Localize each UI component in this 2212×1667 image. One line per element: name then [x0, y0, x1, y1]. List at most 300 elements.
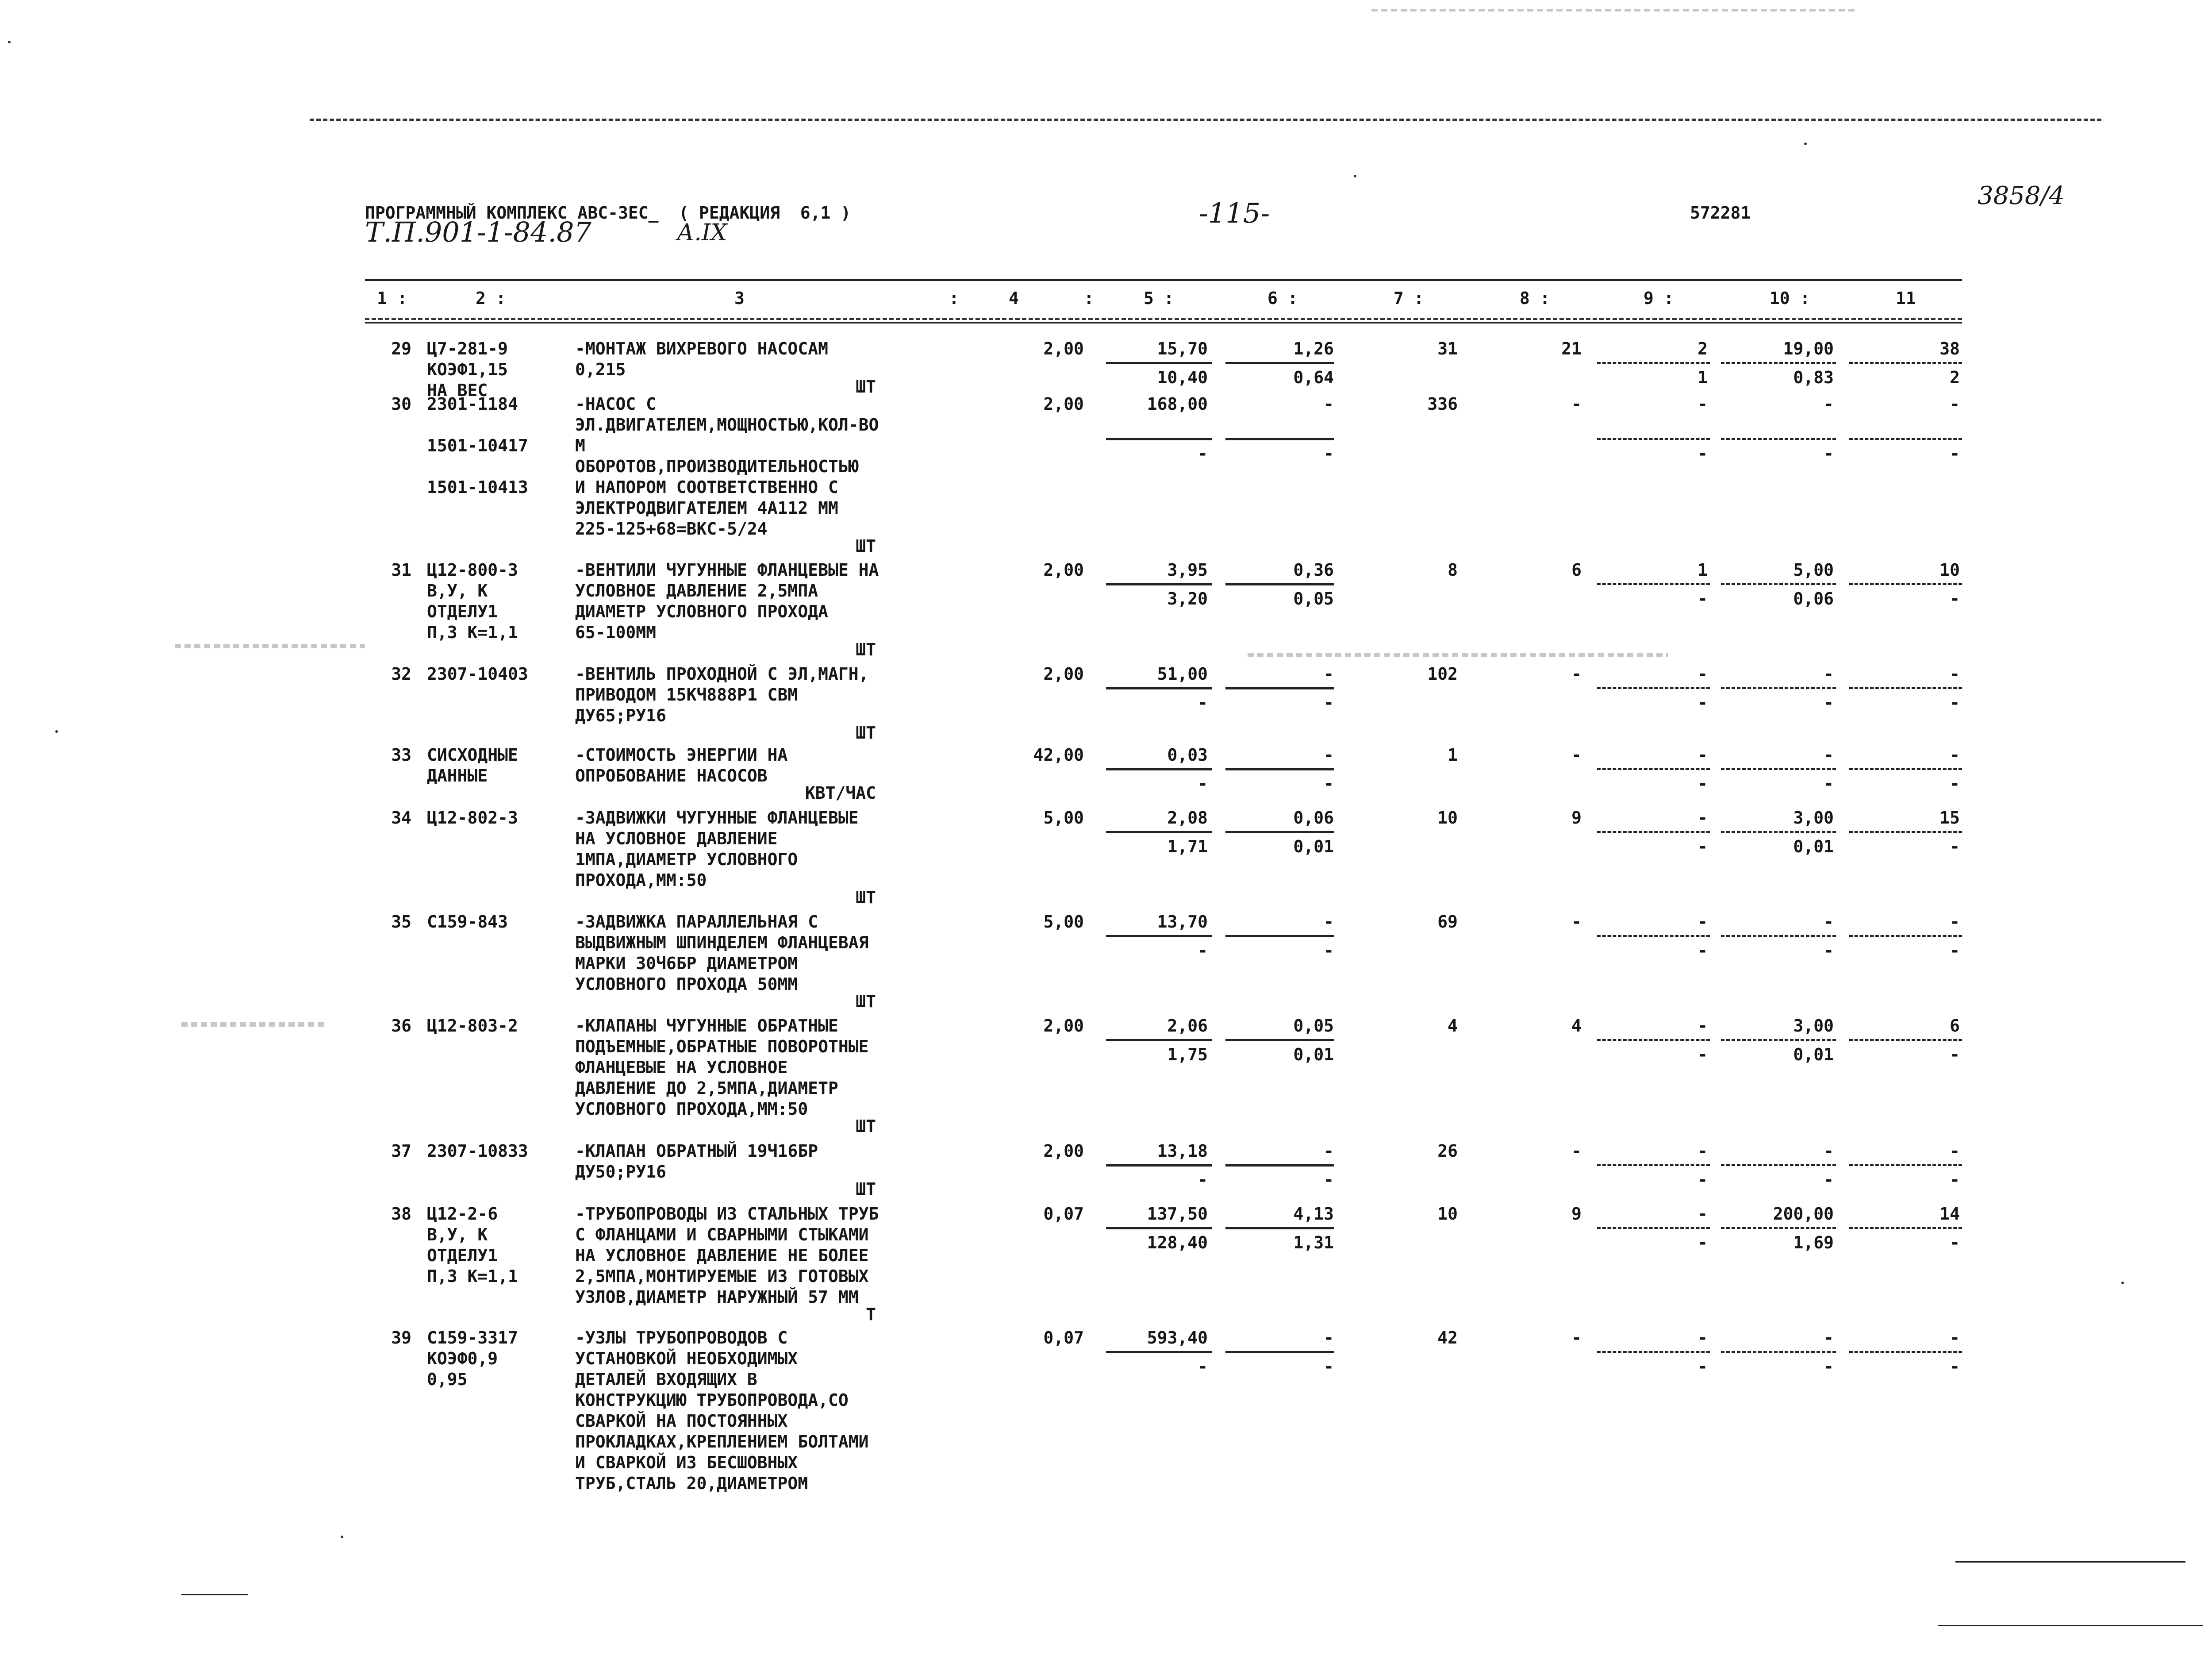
col5-value: 15,70 [1157, 339, 1208, 358]
col7-value: 4 [1448, 1016, 1458, 1036]
value-underline [1721, 583, 1836, 585]
work-description: МАРКИ 30Ч6БР ДИАМЕТРОМ [575, 954, 798, 973]
unit-of-measure: ШТ [856, 377, 876, 397]
value-underline [1597, 438, 1710, 440]
col9-value: - [1697, 1016, 1708, 1036]
value-underline [1721, 1351, 1836, 1353]
col9-subvalue: - [1697, 444, 1708, 463]
col6-subvalue: - [1324, 444, 1334, 463]
work-description: -ЗАДВИЖКА ПАРАЛЛЕЛЬНАЯ С [575, 912, 818, 932]
work-description: ОБОРОТОВ,ПРОИЗВОДИТЕЛЬНОСТЬЮ [575, 457, 859, 476]
project-designation: Т.П.901-1-84.87 [365, 216, 592, 248]
col9-value: - [1697, 664, 1708, 684]
quantity-value: 2,00 [1043, 1016, 1084, 1036]
col6-value: - [1324, 394, 1334, 414]
work-description: УСЛОВНОГО ПРОХОДА,ММ:50 [575, 1099, 808, 1119]
work-description: ТРУБ,СТАЛЬ 20,ДИАМЕТРОМ [575, 1474, 808, 1493]
col8-value: - [1571, 394, 1582, 414]
row-number: 30 [391, 394, 411, 414]
value-underline [1106, 831, 1212, 833]
work-description: 225-125+68=ВКС-5/24 [575, 519, 768, 539]
col5-value: 2,06 [1167, 1016, 1208, 1036]
work-description: КОНСТРУКЦИЮ ТРУБОПРОВОДА,СО [575, 1390, 849, 1410]
col5-value: 593,40 [1147, 1328, 1208, 1347]
work-description: УСЛОВНОГО ПРОХОДА 50ММ [575, 974, 798, 994]
col8-value: - [1571, 912, 1582, 932]
col5-value: 2,08 [1167, 808, 1208, 828]
col11-value: 10 [1939, 560, 1960, 580]
resource-code: 0,95 [427, 1370, 468, 1389]
col5-subvalue: - [1198, 693, 1208, 712]
resource-code: Ц12-2-6 [427, 1204, 498, 1224]
work-description: -ТРУБОПРОВОДЫ ИЗ СТАЛЬНЫХ ТРУБ [575, 1204, 879, 1224]
col8-value: - [1571, 1141, 1582, 1161]
resource-code: П,3 К=1,1 [427, 1267, 518, 1286]
value-underline [1721, 687, 1836, 689]
speck [1354, 175, 1356, 177]
work-description: СВАРКОЙ НА ПОСТОЯННЫХ [575, 1411, 788, 1431]
work-description: -ВЕНТИЛИ ЧУГУННЫЕ ФЛАНЦЕВЫЕ НА [575, 560, 879, 580]
value-underline [1597, 1351, 1710, 1353]
col5-subvalue: - [1198, 444, 1208, 463]
col11-subvalue: - [1950, 837, 1960, 856]
scan-bottom-right-line-2 [1938, 1625, 2203, 1626]
col11-subvalue: - [1950, 1357, 1960, 1376]
col6-value: - [1324, 1141, 1334, 1161]
col10-value: - [1824, 394, 1834, 414]
col6-subvalue: - [1324, 941, 1334, 960]
col10-value: 5,00 [1793, 560, 1834, 580]
work-description: ДАВЛЕНИЕ ДО 2,5МПА,ДИАМЕТР [575, 1078, 838, 1098]
resource-code: Ц12-800-3 [427, 560, 518, 580]
col10-subvalue: 0,83 [1793, 368, 1834, 387]
value-underline [1225, 831, 1334, 833]
col5-value: 3,95 [1167, 560, 1208, 580]
work-description: 1МПА,ДИАМЕТР УСЛОВНОГО [575, 850, 798, 869]
col5-subvalue: - [1198, 941, 1208, 960]
col6-subvalue: 0,05 [1293, 589, 1334, 608]
value-underline [1597, 935, 1710, 937]
col6-subvalue: 0,01 [1293, 837, 1334, 856]
work-description: ПРИВОДОМ 15КЧ888Р1 СВМ [575, 685, 798, 705]
resource-code: КОЭФ0,9 [427, 1349, 498, 1368]
value-underline [1225, 362, 1334, 364]
resource-code: Ц12-802-3 [427, 808, 518, 828]
col6-value: 1,26 [1293, 339, 1334, 358]
work-description: 0,215 [575, 360, 626, 379]
value-underline [1225, 687, 1334, 689]
row-number: 36 [391, 1016, 411, 1036]
col6-subvalue: 0,01 [1293, 1045, 1334, 1064]
col-header-6: 6 : [1267, 289, 1298, 308]
work-description: УЗЛОВ,ДИАМЕТР НАРУЖНЫЙ 57 ММ [575, 1287, 859, 1307]
value-underline [1106, 768, 1212, 770]
col6-subvalue: - [1324, 1357, 1334, 1376]
value-underline [1225, 1039, 1334, 1041]
value-underline [1849, 438, 1962, 440]
col6-value: 0,36 [1293, 560, 1334, 580]
col9-subvalue: - [1697, 1233, 1708, 1252]
unit-of-measure: Т [866, 1305, 876, 1324]
col8-value: 21 [1561, 339, 1582, 358]
resource-code: С159-3317 [427, 1328, 518, 1347]
col11-value: - [1950, 745, 1960, 765]
work-description: -МОНТАЖ ВИХРЕВОГО НАСОСАМ [575, 339, 828, 358]
speck [2121, 1282, 2124, 1284]
col10-subvalue: - [1824, 1357, 1834, 1376]
col8-value: 6 [1571, 560, 1582, 580]
resource-code: ОТДЕЛУ1 [427, 602, 498, 621]
col10-value: 3,00 [1793, 1016, 1834, 1036]
resource-code: НА ВЕС [427, 381, 488, 400]
value-underline [1721, 438, 1836, 440]
row-number: 31 [391, 560, 411, 580]
value-underline [1225, 583, 1334, 585]
work-description: -СТОИМОСТЬ ЭНЕРГИИ НА [575, 745, 788, 765]
work-description: ЭЛ.ДВИГАТЕЛЕМ,МОЩНОСТЬЮ,КОЛ-ВО [575, 415, 879, 435]
col5-subvalue: 3,20 [1167, 589, 1208, 608]
col5-value: 0,03 [1167, 745, 1208, 765]
col6-value: - [1324, 664, 1334, 684]
resource-code: 2307-10403 [427, 664, 528, 684]
col11-value: - [1950, 664, 1960, 684]
col-header-1: 1 : [377, 289, 407, 308]
value-underline [1849, 687, 1962, 689]
value-underline [1849, 362, 1962, 364]
col6-value: - [1324, 1328, 1334, 1347]
quantity-value: 0,07 [1043, 1328, 1084, 1347]
col11-value: - [1950, 394, 1960, 414]
value-underline [1597, 768, 1710, 770]
col-header-10: 10 : [1770, 289, 1810, 308]
col10-subvalue: - [1824, 941, 1834, 960]
resource-code: В,У, К [427, 581, 488, 601]
col9-subvalue: - [1697, 774, 1708, 793]
col8-value: 9 [1571, 808, 1582, 828]
col9-value: - [1697, 1204, 1708, 1224]
col11-value: 14 [1939, 1204, 1960, 1224]
unit-of-measure: ШТ [856, 723, 876, 743]
col5-subvalue: 1,71 [1167, 837, 1208, 856]
resource-code: В,У, К [427, 1225, 488, 1244]
col5-subvalue: - [1198, 1170, 1208, 1190]
value-underline [1849, 831, 1962, 833]
col7-value: 10 [1437, 808, 1458, 828]
col6-subvalue: - [1324, 693, 1334, 712]
col7-value: 26 [1437, 1141, 1458, 1161]
col9-subvalue: - [1697, 693, 1708, 712]
work-description: -ЗАДВИЖКИ ЧУГУННЫЕ ФЛАНЦЕВЫЕ [575, 808, 859, 828]
value-underline [1721, 362, 1836, 364]
resource-code: КОЭФ1,15 [427, 360, 508, 379]
resource-code: 1501-10413 [427, 477, 528, 497]
value-underline [1106, 362, 1212, 364]
value-underline [1849, 1164, 1962, 1166]
quantity-value: 2,00 [1043, 339, 1084, 358]
col6-value: 4,13 [1293, 1204, 1334, 1224]
work-description: -КЛАПАНЫ ЧУГУННЫЕ ОБРАТНЫЕ [575, 1016, 838, 1036]
value-underline [1225, 1351, 1334, 1353]
page-number: -115- [1199, 197, 1270, 229]
col9-subvalue: 1 [1697, 368, 1708, 387]
work-description: М [575, 436, 585, 455]
unit-of-measure: ШТ [856, 888, 876, 907]
work-description: -КЛАПАН ОБРАТНЫЙ 19Ч16БР [575, 1141, 818, 1161]
value-underline [1106, 1227, 1212, 1229]
col10-value: 19,00 [1783, 339, 1834, 358]
quantity-value: 0,07 [1043, 1204, 1084, 1224]
resource-code: 1501-10417 [427, 436, 528, 455]
col10-subvalue: - [1824, 444, 1834, 463]
col6-value: 0,05 [1293, 1016, 1334, 1036]
value-underline [1721, 935, 1836, 937]
unit-of-measure: ШТ [856, 1179, 876, 1199]
value-underline [1597, 1164, 1710, 1166]
work-description: -ВЕНТИЛЬ ПРОХОДНОЙ С ЭЛ,МАГН, [575, 664, 869, 684]
work-description: 65-100ММ [575, 623, 657, 642]
work-description: ПРОКЛАДКАХ,КРЕПЛЕНИЕМ БОЛТАМИ [575, 1432, 869, 1451]
resource-code: 2307-10833 [427, 1141, 528, 1161]
unit-of-measure: ШТ [856, 992, 876, 1011]
value-underline [1225, 1227, 1334, 1229]
col8-value: 4 [1571, 1016, 1582, 1036]
value-underline [1106, 1351, 1212, 1353]
value-underline [1597, 831, 1710, 833]
col5-subvalue: - [1198, 1357, 1208, 1376]
value-underline [1225, 935, 1334, 937]
value-underline [1106, 1039, 1212, 1041]
col9-value: - [1697, 912, 1708, 932]
col10-value: 3,00 [1793, 808, 1834, 828]
col11-subvalue: - [1950, 589, 1960, 608]
value-underline [1849, 1227, 1962, 1229]
col9-value: - [1697, 394, 1708, 414]
col9-value: - [1697, 1141, 1708, 1161]
value-underline [1106, 1164, 1212, 1167]
col7-value: 42 [1437, 1328, 1458, 1347]
resource-code: ДАННЫЕ [427, 766, 488, 785]
col-header-11: 11 [1896, 289, 1916, 308]
work-description: ДУ65;РУ16 [575, 706, 666, 725]
work-description: ЭЛЕКТРОДВИГАТЕЛЕМ 4А112 ММ [575, 498, 838, 518]
col7-value: 102 [1427, 664, 1458, 684]
scan-top-smear [1371, 9, 1858, 12]
work-description: -НАСОС С [575, 394, 657, 414]
col6-subvalue: - [1324, 1170, 1334, 1190]
table-header-rule-2 [365, 322, 1962, 323]
col9-subvalue: - [1697, 1170, 1708, 1190]
program-title: ПРОГРАММНЫЙ КОМПЛЕКС АВС-3ЕС_ ( РЕДАКЦИЯ 6,1 ) [365, 203, 851, 223]
col11-value: - [1950, 912, 1960, 932]
value-underline [1225, 768, 1334, 770]
quantity-value: 5,00 [1043, 808, 1084, 828]
col10-subvalue: - [1824, 774, 1834, 793]
col9-value: 2 [1697, 339, 1708, 358]
speck [55, 730, 58, 733]
row-number: 34 [391, 808, 411, 828]
work-description: И НАПОРОМ СООТВЕТСТВЕННО С [575, 477, 838, 497]
scan-mid-smear [1248, 653, 1668, 657]
work-description: ОПРОБОВАНИЕ НАСОСОВ [575, 766, 768, 785]
col6-value: 0,06 [1293, 808, 1334, 828]
quantity-value: 2,00 [1043, 664, 1084, 684]
col8-value: 9 [1571, 1204, 1582, 1224]
row-number: 33 [391, 745, 411, 765]
col10-subvalue: 0,06 [1793, 589, 1834, 608]
resource-code: 2301-1184 [427, 394, 518, 414]
work-description: -УЗЛЫ ТРУБОПРОВОДОВ С [575, 1328, 788, 1347]
value-underline [1849, 583, 1962, 585]
col7-value: 10 [1437, 1204, 1458, 1224]
col9-value: 1 [1697, 560, 1708, 580]
table-top-rule [365, 279, 1962, 281]
work-description: ДИАМЕТР УСЛОВНОГО ПРОХОДА [575, 602, 828, 621]
scan-bottom-left-line [181, 1594, 248, 1595]
col5-value: 137,50 [1147, 1204, 1208, 1224]
quantity-value: 2,00 [1043, 1141, 1084, 1161]
scan-top-dashed-line [310, 119, 2101, 121]
col-header-9: 9 : [1644, 289, 1674, 308]
value-underline [1597, 687, 1710, 689]
col10-value: - [1824, 1328, 1834, 1347]
col11-value: - [1950, 1141, 1960, 1161]
speck [1804, 142, 1807, 145]
col5-subvalue: - [1198, 774, 1208, 793]
unit-of-measure: КВТ/ЧАС [805, 783, 876, 803]
unit-of-measure: ШТ [856, 1116, 876, 1136]
col7-value: 31 [1437, 339, 1458, 358]
value-underline [1597, 1227, 1710, 1229]
col11-subvalue: - [1950, 693, 1960, 712]
col8-value: - [1571, 664, 1582, 684]
value-underline [1106, 438, 1212, 440]
value-underline [1106, 935, 1212, 937]
col5-value: 13,18 [1157, 1141, 1208, 1161]
work-description: ПРОХОДА,ММ:50 [575, 870, 707, 890]
row-number: 29 [391, 339, 411, 358]
quantity-value: 2,00 [1043, 394, 1084, 414]
col-header-2: 2 : [476, 289, 506, 308]
col-header-7: 7 : [1394, 289, 1424, 308]
col7-value: 1 [1448, 745, 1458, 765]
work-description: 2,5МПА,МОНТИРУЕМЫЕ ИЗ ГОТОВЫХ [575, 1267, 869, 1286]
col10-subvalue: 0,01 [1793, 1045, 1834, 1064]
col5-value: 51,00 [1157, 664, 1208, 684]
col9-subvalue: - [1697, 837, 1708, 856]
value-underline [1106, 583, 1212, 585]
col9-subvalue: - [1697, 1045, 1708, 1064]
value-underline [1849, 1351, 1962, 1353]
col11-subvalue: - [1950, 1233, 1960, 1252]
value-underline [1597, 1039, 1710, 1041]
col11-subvalue: - [1950, 941, 1960, 960]
value-underline [1721, 1164, 1836, 1166]
work-description: УСЛОВНОЕ ДАВЛЕНИЕ 2,5МПА [575, 581, 818, 601]
col11-value: - [1950, 1328, 1960, 1347]
col-header-sep: : [1084, 289, 1094, 308]
speck [341, 1536, 343, 1538]
value-underline [1721, 1039, 1836, 1041]
col-header-5: 5 : [1144, 289, 1174, 308]
table-header-rule [365, 318, 1962, 320]
work-description: И СВАРКОЙ ИЗ БЕСШОВНЫХ [575, 1453, 798, 1472]
col6-subvalue: - [1324, 774, 1334, 793]
unit-of-measure: ШТ [856, 536, 876, 556]
col-header-3: 3 [734, 289, 745, 308]
col11-subvalue: 2 [1950, 368, 1960, 387]
col5-value: 168,00 [1147, 394, 1208, 414]
col11-subvalue: - [1950, 774, 1960, 793]
value-underline [1106, 687, 1212, 689]
col9-value: - [1697, 745, 1708, 765]
row-number: 38 [391, 1204, 411, 1224]
col-header-sep: : [949, 289, 959, 308]
col10-value: - [1824, 1141, 1834, 1161]
col7-value: 69 [1437, 912, 1458, 932]
quantity-value: 5,00 [1043, 912, 1084, 932]
col11-value: 15 [1939, 808, 1960, 828]
row-number: 37 [391, 1141, 411, 1161]
work-description: ПОДЪЕМНЫЕ,ОБРАТНЫЕ ПОВОРОТНЫЕ [575, 1037, 869, 1056]
quantity-value: 42,00 [1033, 745, 1084, 765]
col-header-8: 8 : [1520, 289, 1550, 308]
resource-code: СИСХОДНЫЕ [427, 745, 518, 765]
col7-value: 8 [1448, 560, 1458, 580]
col10-value: - [1824, 664, 1834, 684]
col10-subvalue: 1,69 [1793, 1233, 1834, 1252]
work-description: ФЛАНЦЕВЫЕ НА УСЛОВНОЕ [575, 1058, 788, 1077]
unit-of-measure: ШТ [856, 640, 876, 659]
work-description: ДУ50;РУ16 [575, 1162, 666, 1182]
scan-bottom-right-line-1 [1955, 1561, 2185, 1563]
col11-subvalue: - [1950, 444, 1960, 463]
value-underline [1849, 1039, 1962, 1041]
col11-value: 6 [1950, 1016, 1960, 1036]
corner-sheet-mark: 3858/4 [1978, 181, 2065, 210]
col6-value: - [1324, 912, 1334, 932]
resource-code: П,3 К=1,1 [427, 623, 518, 642]
col5-subvalue: 128,40 [1147, 1233, 1208, 1252]
col10-value: - [1824, 912, 1834, 932]
col9-value: - [1697, 1328, 1708, 1347]
col10-subvalue: - [1824, 1170, 1834, 1190]
col8-value: - [1571, 745, 1582, 765]
work-description: НА УСЛОВНОЕ ДАВЛЕНИЕ [575, 829, 778, 848]
col11-value: 38 [1939, 339, 1960, 358]
col6-subvalue: 1,31 [1293, 1233, 1334, 1252]
quantity-value: 2,00 [1043, 560, 1084, 580]
speck [8, 41, 11, 43]
value-underline [1597, 583, 1710, 585]
document-code: 572281 [1690, 203, 1751, 223]
col10-subvalue: 0,01 [1793, 837, 1834, 856]
col5-subvalue: 10,40 [1157, 368, 1208, 387]
col7-value: 336 [1427, 394, 1458, 414]
col10-subvalue: - [1824, 693, 1834, 712]
col10-value: 200,00 [1773, 1204, 1834, 1224]
resource-code: С159-843 [427, 912, 508, 932]
work-description: ДЕТАЛЕЙ ВХОДЯЩИХ В [575, 1370, 757, 1389]
col9-subvalue: - [1697, 1357, 1708, 1376]
resource-code: Ц12-803-2 [427, 1016, 518, 1036]
work-description: С ФЛАНЦАМИ И СВАРНЫМИ СТЫКАМИ [575, 1225, 869, 1244]
value-underline [1597, 362, 1710, 364]
work-description: УСТАНОВКОЙ НЕОБХОДИМЫХ [575, 1349, 798, 1368]
row-number: 32 [391, 664, 411, 684]
col9-subvalue: - [1697, 941, 1708, 960]
row-number: 39 [391, 1328, 411, 1347]
album-number: А.IX [677, 219, 727, 246]
